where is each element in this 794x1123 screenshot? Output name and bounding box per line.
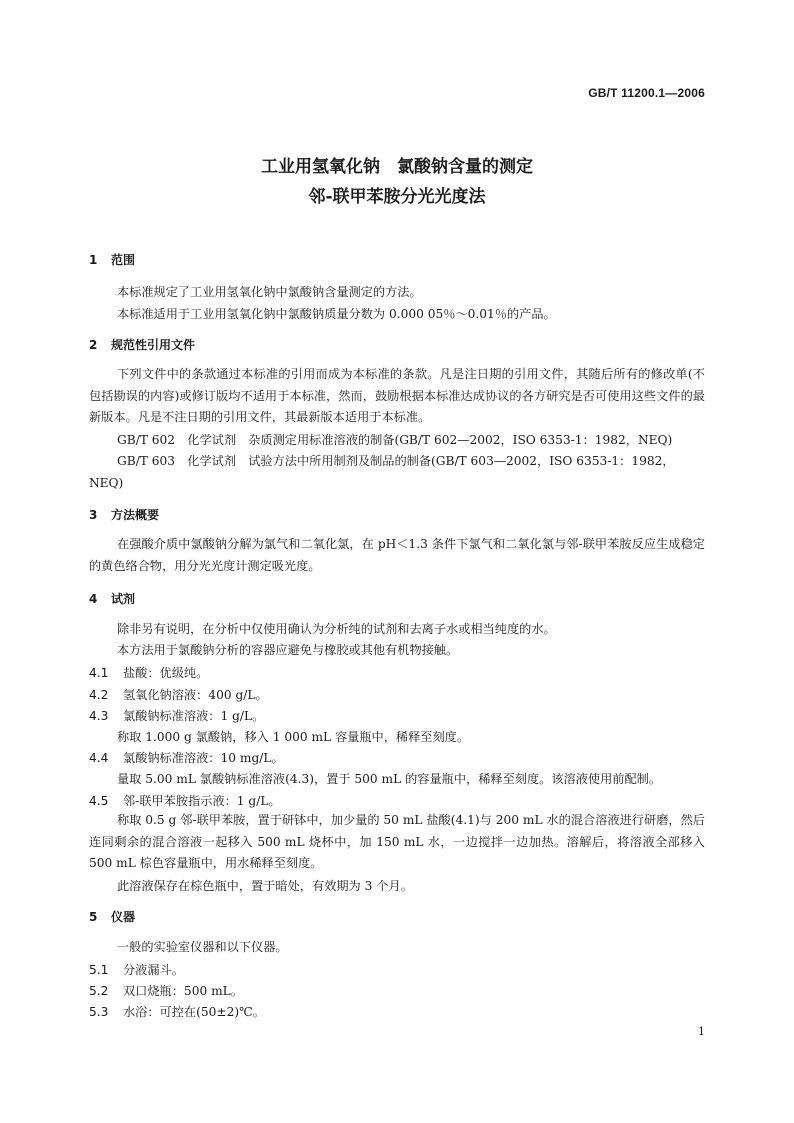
section-heading-5: 5 仪器 [89,910,136,924]
section-heading-1: 1 范围 [89,253,136,267]
paragraph: 此溶液保存在棕色瓶中，置于暗处，有效期为 3 个月。 [117,879,413,893]
paragraph: 称取 0.5 g 邻-联甲苯胺，置于研钵中，加少量的 50 mL 盐酸(4.1)与 200 mL 水的混合溶液进行研磨，然后连同剩余的混合溶液一起移入 500 mL 烧杯中，加 150 mL 水，一边搅拌一边加热。溶解后，将溶液全部移入 500 mL 棕色容量瓶中，用水稀释至刻度。 [89,813,705,870]
list-item: 4.5 邻-联甲苯胺指示液：1 g/L。 [89,794,281,808]
paragraph: 在强酸介质中氯酸钠分解为氯气和二氧化氯，在 pH＜1.3 条件下氯气和二氧化氯与邻-联甲苯胺反应生成稳定的黄色络合物，用分光光度计测定吸光度。 [89,537,705,573]
title-line-1: 工业用氢氧化钠 氯酸钠含量的测定 [261,157,533,177]
section-heading-4: 4 试剂 [89,592,136,606]
paragraph: 一般的实验室仪器和以下仪器。 [117,940,288,954]
paragraph: 下列文件中的条款通过本标准的引用而成为本标准的条款。凡是注日期的引用文件，其随后所有的修改单(不包括勘误的内容)或修订版均不适用于本标准，然而，鼓励根据本标准达成协议的各方研究是否可使用这些文件的最新版本。凡是不注日期的引用文件，其最新版本适用于本标准。 [89,367,705,424]
list-item: 5.1 分液漏斗。 [89,963,184,977]
list-item: 5.3 水浴：可控在(50±2)℃。 [89,1005,265,1019]
list-item: 5.2 双口烧瓶：500 mL。 [89,984,243,998]
list-item: 4.4 氯酸钠标准溶液：10 mg/L。 [89,751,284,765]
reference-item: GB/T 603 化学试剂 试验方法中所用制剂及制品的制备(GB/T 603—2002，ISO 6353-1：1982，NEQ) [89,454,675,490]
paragraph: 除非另有说明，在分析中仅使用确认为分析纯的试剂和去离子水或相当纯度的水。 [117,622,556,636]
list-item: 4.2 氢氧化钠溶液：400 g/L。 [89,688,268,702]
paragraph: 本方法用于氯酸钠分析的容器应避免与橡胶或其他有机物接触。 [117,643,459,657]
paragraph: 称取 1.000 g 氯酸钠，移入 1 000 mL 容量瓶中，稀释至刻度。 [117,730,470,744]
reference-item: GB/T 602 化学试剂 杂质测定用标准溶液的制备(GB/T 602—2002，ISO 6353-1：1982，NEQ) [117,433,673,447]
section-heading-3: 3 方法概要 [89,508,160,522]
paragraph: 本标准规定了工业用氢氧化钠中氯酸钠含量测定的方法。 [117,285,422,299]
paragraph: 量取 5.00 mL 氯酸钠标准溶液(4.3)，置于 500 mL 的容量瓶中，稀释至刻度。该溶液使用前配制。 [117,772,662,786]
paragraph: 本标准适用于工业用氢氧化钠中氯酸钠质量分数为 0.000 05％～0.01％的产品。 [117,307,556,321]
list-item: 4.3 氯酸钠标准溶液：1 g/L。 [89,709,265,723]
list-item: 4.1 盐酸：优级纯。 [89,666,209,680]
standard-code: GB/T 11200.1—2006 [588,86,705,100]
title-line-2: 邻-联甲苯胺分光光度法 [308,187,486,207]
section-heading-2: 2 规范性引用文件 [89,338,196,352]
page-number: 1 [698,1025,705,1038]
